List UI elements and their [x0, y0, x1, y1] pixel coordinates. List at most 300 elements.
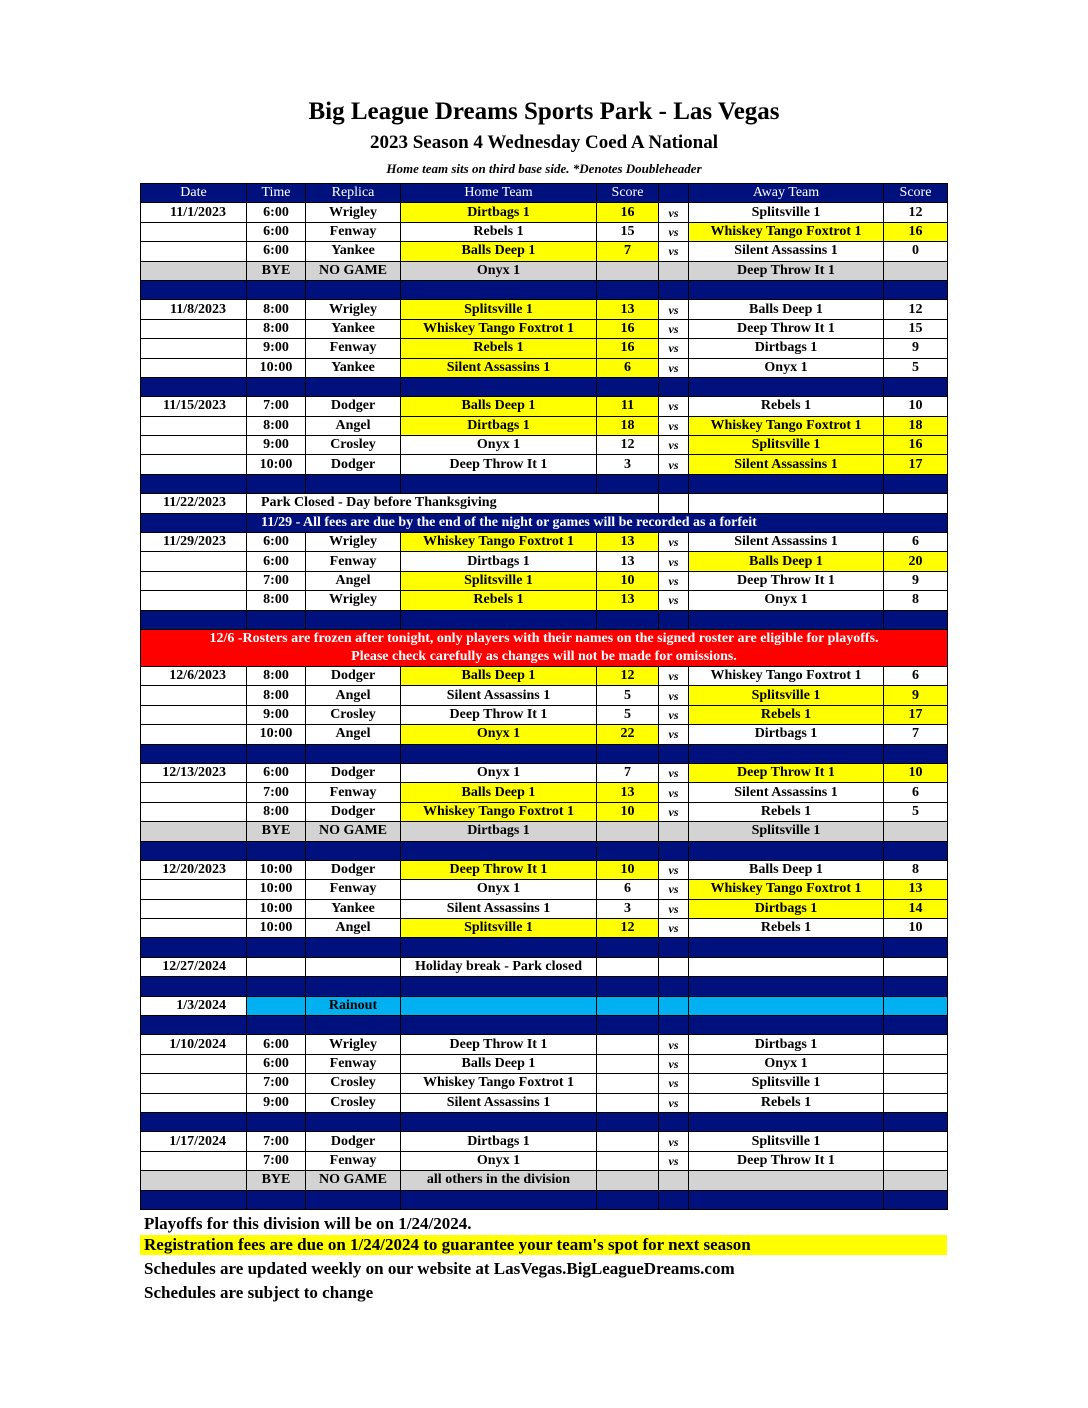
home-score-cell: 13 [597, 591, 659, 610]
home-score-cell: 18 [597, 416, 659, 435]
home-team-cell: Rebels 1 [401, 339, 597, 358]
away-team-cell: Rebels 1 [689, 919, 884, 938]
time-cell: BYE [247, 261, 306, 280]
empty-cell [597, 957, 659, 976]
time-cell: 9:00 [247, 436, 306, 455]
date-cell [141, 880, 247, 899]
time-cell [247, 957, 306, 976]
date-cell: 11/15/2023 [141, 397, 247, 416]
game-row [141, 802, 948, 821]
separator-cell [401, 1190, 597, 1209]
game-row [141, 705, 948, 724]
home-team-cell: Whiskey Tango Foxtrot 1 [401, 319, 597, 338]
home-score-cell [597, 1151, 659, 1170]
home-score-cell [597, 1132, 659, 1151]
away-team-cell: Onyx 1 [689, 1054, 884, 1073]
vs-cell: vs [659, 860, 689, 879]
time-cell: BYE [247, 822, 306, 841]
home-score-cell: 7 [597, 242, 659, 261]
separator-cell [401, 744, 597, 763]
home-team-cell: Dirtbags 1 [401, 1132, 597, 1151]
separator-row [141, 377, 948, 396]
replica-cell: Dodger [306, 397, 401, 416]
vs-cell: vs [659, 397, 689, 416]
date-cell [141, 455, 247, 474]
vs-cell: vs [659, 571, 689, 590]
separator-cell [689, 1190, 884, 1209]
date-cell [141, 1171, 247, 1190]
home-team-cell: Whiskey Tango Foxtrot 1 [401, 802, 597, 821]
separator-cell [689, 841, 884, 860]
home-score-cell [597, 1054, 659, 1073]
separator-cell [659, 280, 689, 299]
home-score-cell: 16 [597, 339, 659, 358]
empty-cell [884, 494, 948, 513]
separator-row [141, 841, 948, 860]
home-team-cell: Silent Assassins 1 [401, 686, 597, 705]
away-score-cell: 20 [884, 552, 948, 571]
home-team-cell: Balls Deep 1 [401, 666, 597, 685]
replica-cell: Fenway [306, 1151, 401, 1170]
time-cell: 8:00 [247, 666, 306, 685]
away-score-cell: 10 [884, 397, 948, 416]
col-vs-header [659, 184, 689, 203]
date-cell [141, 339, 247, 358]
vs-cell: vs [659, 358, 689, 377]
notice-spacer [141, 513, 247, 532]
vs-cell: vs [659, 686, 689, 705]
game-row [141, 763, 948, 782]
vs-cell: vs [659, 880, 689, 899]
date-cell: 12/13/2023 [141, 763, 247, 782]
away-score-cell: 12 [884, 300, 948, 319]
home-team-cell: Silent Assassins 1 [401, 358, 597, 377]
game-row [141, 416, 948, 435]
replica-cell: NO GAME [306, 822, 401, 841]
home-team-cell: Onyx 1 [401, 436, 597, 455]
away-score-cell: 16 [884, 222, 948, 241]
time-cell: 6:00 [247, 1035, 306, 1054]
separator-cell [141, 1112, 247, 1131]
game-row [141, 455, 948, 474]
vs-cell: vs [659, 222, 689, 241]
home-score-cell [597, 1171, 659, 1190]
separator-row [141, 474, 948, 493]
replica-cell: Fenway [306, 222, 401, 241]
separator-row [141, 744, 948, 763]
replica-cell: Angel [306, 571, 401, 590]
separator-row [141, 1112, 948, 1131]
separator-cell [247, 474, 306, 493]
date-cell: 1/17/2024 [141, 1132, 247, 1151]
separator-cell [401, 841, 597, 860]
roster-alert-line-1: 12/6 -Rosters are frozen after tonight, only players with their names on the signed roster are eligible for playoffs. [209, 630, 879, 646]
game-row [141, 358, 948, 377]
replica-cell: Wrigley [306, 591, 401, 610]
away-score-cell: 5 [884, 802, 948, 821]
replica-cell: NO GAME [306, 1171, 401, 1190]
away-score-cell: 17 [884, 705, 948, 724]
away-score-cell: 6 [884, 666, 948, 685]
time-cell: 7:00 [247, 1132, 306, 1151]
rainout-cell [659, 996, 689, 1015]
time-cell: 8:00 [247, 591, 306, 610]
game-row [141, 203, 948, 222]
date-cell [141, 1093, 247, 1112]
separator-cell [884, 377, 948, 396]
date-cell [141, 725, 247, 744]
separator-cell [884, 1190, 948, 1209]
roster-alert [141, 629, 948, 666]
date-cell [141, 242, 247, 261]
vs-cell: vs [659, 725, 689, 744]
table-header-row [141, 184, 948, 203]
away-score-cell: 8 [884, 860, 948, 879]
vs-cell: vs [659, 802, 689, 821]
replica-cell: Angel [306, 416, 401, 435]
separator-cell [689, 1016, 884, 1035]
game-row [141, 222, 948, 241]
rainout-row [141, 996, 948, 1015]
replica-cell: Crosley [306, 436, 401, 455]
away-team-cell: Deep Throw It 1 [689, 1151, 884, 1170]
date-cell: 12/27/2024 [141, 957, 247, 976]
home-score-cell: 13 [597, 533, 659, 552]
vs-cell: vs [659, 783, 689, 802]
time-cell: 8:00 [247, 300, 306, 319]
away-score-cell: 5 [884, 358, 948, 377]
away-score-cell: 10 [884, 763, 948, 782]
away-team-cell: Balls Deep 1 [689, 552, 884, 571]
game-row [141, 1074, 948, 1093]
away-score-cell [884, 1093, 948, 1112]
replica-cell: Wrigley [306, 533, 401, 552]
home-score-cell [597, 1035, 659, 1054]
away-team-cell: Silent Assassins 1 [689, 242, 884, 261]
home-team-cell: Splitsville 1 [401, 571, 597, 590]
rainout-cell [884, 996, 948, 1015]
home-score-cell: 5 [597, 686, 659, 705]
date-cell: 12/6/2023 [141, 666, 247, 685]
separator-cell [884, 977, 948, 996]
schedule-table [140, 183, 948, 1210]
vs-cell [659, 1171, 689, 1190]
home-team-cell: Silent Assassins 1 [401, 1093, 597, 1112]
time-cell: 6:00 [247, 763, 306, 782]
separator-cell [689, 938, 884, 957]
away-team-cell: Splitsville 1 [689, 203, 884, 222]
separator-cell [884, 280, 948, 299]
separator-cell [689, 744, 884, 763]
empty-cell [659, 494, 689, 513]
separator-cell [141, 610, 247, 629]
separator-cell [306, 377, 401, 396]
separator-cell [306, 610, 401, 629]
away-score-cell [884, 1074, 948, 1093]
separator-cell [659, 474, 689, 493]
home-team-cell: Deep Throw It 1 [401, 860, 597, 879]
separator-cell [401, 1016, 597, 1035]
home-team-cell: Balls Deep 1 [401, 242, 597, 261]
date-cell: 11/29/2023 [141, 533, 247, 552]
separator-cell [659, 938, 689, 957]
vs-cell: vs [659, 919, 689, 938]
rainout-label: Rainout [306, 996, 401, 1015]
game-row [141, 919, 948, 938]
separator-cell [659, 977, 689, 996]
separator-cell [597, 1112, 659, 1131]
separator-cell [884, 1112, 948, 1131]
separator-row [141, 1016, 948, 1035]
separator-cell [141, 280, 247, 299]
away-score-cell: 6 [884, 783, 948, 802]
replica-cell: Dodger [306, 666, 401, 685]
time-cell: 10:00 [247, 880, 306, 899]
registration-note: Registration fees are due on 1/24/2024 to guarantee your team's spot for next season [140, 1235, 947, 1255]
date-cell [141, 222, 247, 241]
home-score-cell [597, 261, 659, 280]
away-team-cell: Onyx 1 [689, 591, 884, 610]
away-team-cell: Dirtbags 1 [689, 339, 884, 358]
game-row [141, 860, 948, 879]
vs-cell: vs [659, 591, 689, 610]
vs-cell: vs [659, 899, 689, 918]
separator-cell [306, 1190, 401, 1209]
home-score-cell: 16 [597, 203, 659, 222]
replica-cell: NO GAME [306, 261, 401, 280]
home-team-cell: Splitsville 1 [401, 919, 597, 938]
game-row [141, 571, 948, 590]
replica-cell: Crosley [306, 1074, 401, 1093]
separator-cell [306, 474, 401, 493]
separator-cell [597, 977, 659, 996]
away-team-cell: Dirtbags 1 [689, 725, 884, 744]
vs-cell: vs [659, 533, 689, 552]
separator-cell [659, 1016, 689, 1035]
home-score-cell: 13 [597, 783, 659, 802]
empty-cell [659, 957, 689, 976]
time-cell: 6:00 [247, 222, 306, 241]
vs-cell: vs [659, 1151, 689, 1170]
bye-row [141, 261, 948, 280]
away-team-cell: Onyx 1 [689, 358, 884, 377]
separator-cell [689, 977, 884, 996]
separator-cell [141, 1190, 247, 1209]
replica-cell: Yankee [306, 242, 401, 261]
separator-row [141, 610, 948, 629]
separator-cell [306, 841, 401, 860]
home-team-cell: Deep Throw It 1 [401, 455, 597, 474]
replica-cell: Dodger [306, 802, 401, 821]
vs-cell: vs [659, 436, 689, 455]
separator-cell [306, 1016, 401, 1035]
closed-note: Park Closed - Day before Thanksgiving [247, 494, 659, 513]
col-away-team-header: Away Team [689, 184, 884, 203]
playoffs-note: Playoffs for this division will be on 1/24/2024. [144, 1214, 472, 1233]
time-cell: 9:00 [247, 339, 306, 358]
replica-cell: Fenway [306, 783, 401, 802]
vs-cell: vs [659, 1074, 689, 1093]
separator-cell [401, 280, 597, 299]
home-team-cell: Dirtbags 1 [401, 416, 597, 435]
separator-cell [247, 610, 306, 629]
separator-cell [247, 977, 306, 996]
time-cell: 8:00 [247, 319, 306, 338]
home-score-cell: 6 [597, 358, 659, 377]
home-score-cell: 6 [597, 880, 659, 899]
rainout-cell [247, 996, 306, 1015]
date-cell [141, 1074, 247, 1093]
separator-cell [659, 610, 689, 629]
replica-cell [306, 957, 401, 976]
replica-cell: Dodger [306, 455, 401, 474]
vs-cell: vs [659, 1132, 689, 1151]
replica-cell: Yankee [306, 358, 401, 377]
away-score-cell: 10 [884, 919, 948, 938]
game-row [141, 725, 948, 744]
away-score-cell [884, 1171, 948, 1190]
time-cell: 10:00 [247, 860, 306, 879]
home-score-cell: 12 [597, 666, 659, 685]
time-cell: 7:00 [247, 1074, 306, 1093]
home-score-cell: 15 [597, 222, 659, 241]
away-team-cell: Deep Throw It 1 [689, 571, 884, 590]
empty-cell [689, 957, 884, 976]
vs-cell: vs [659, 666, 689, 685]
date-cell [141, 1054, 247, 1073]
away-team-cell: Rebels 1 [689, 705, 884, 724]
game-row [141, 591, 948, 610]
replica-cell: Fenway [306, 880, 401, 899]
away-team-cell: Splitsville 1 [689, 1074, 884, 1093]
separator-cell [306, 977, 401, 996]
game-row [141, 783, 948, 802]
empty-cell [689, 494, 884, 513]
game-row [141, 1035, 948, 1054]
game-row [141, 552, 948, 571]
date-cell [141, 919, 247, 938]
game-row [141, 880, 948, 899]
replica-cell: Fenway [306, 552, 401, 571]
home-score-cell: 16 [597, 319, 659, 338]
game-row [141, 1151, 948, 1170]
replica-cell: Yankee [306, 319, 401, 338]
home-team-cell: Onyx 1 [401, 1151, 597, 1170]
time-cell: 7:00 [247, 1151, 306, 1170]
home-score-cell: 3 [597, 899, 659, 918]
separator-cell [141, 377, 247, 396]
home-score-cell [597, 822, 659, 841]
home-score-cell: 10 [597, 571, 659, 590]
separator-cell [884, 841, 948, 860]
time-cell: 6:00 [247, 1054, 306, 1073]
fees-notice: 11/29 - All fees are due by the end of the night or games will be recorded as a forfeit [247, 513, 948, 532]
game-row [141, 1132, 948, 1151]
away-team-cell: Deep Throw It 1 [689, 319, 884, 338]
vs-cell: vs [659, 416, 689, 435]
away-score-cell [884, 1132, 948, 1151]
time-cell: 10:00 [247, 358, 306, 377]
separator-cell [247, 1190, 306, 1209]
rainout-cell [401, 996, 597, 1015]
time-cell: 7:00 [247, 783, 306, 802]
date-cell [141, 822, 247, 841]
time-cell: 6:00 [247, 203, 306, 222]
bye-row [141, 822, 948, 841]
time-cell: BYE [247, 1171, 306, 1190]
time-cell: 6:00 [247, 533, 306, 552]
separator-cell [401, 377, 597, 396]
separator-cell [597, 744, 659, 763]
away-team-cell: Silent Assassins 1 [689, 783, 884, 802]
away-team-cell: Balls Deep 1 [689, 860, 884, 879]
separator-row [141, 1190, 948, 1209]
separator-cell [141, 977, 247, 996]
replica-cell: Yankee [306, 899, 401, 918]
game-row [141, 686, 948, 705]
home-team-cell: Deep Throw It 1 [401, 705, 597, 724]
away-score-cell: 9 [884, 339, 948, 358]
away-score-cell: 15 [884, 319, 948, 338]
home-team-cell: Dirtbags 1 [401, 822, 597, 841]
game-row [141, 436, 948, 455]
separator-cell [597, 377, 659, 396]
date-cell [141, 591, 247, 610]
home-team-cell: Rebels 1 [401, 591, 597, 610]
subject-to-change-note: Schedules are subject to change [144, 1283, 374, 1302]
separator-cell [247, 1016, 306, 1035]
game-row [141, 899, 948, 918]
home-team-cell: Onyx 1 [401, 763, 597, 782]
vs-cell: vs [659, 300, 689, 319]
away-score-cell: 8 [884, 591, 948, 610]
away-score-cell [884, 1054, 948, 1073]
time-cell: 7:00 [247, 571, 306, 590]
vs-cell: vs [659, 1093, 689, 1112]
away-team-cell: Rebels 1 [689, 397, 884, 416]
separator-cell [247, 1112, 306, 1131]
away-score-cell: 12 [884, 203, 948, 222]
home-team-cell: Silent Assassins 1 [401, 899, 597, 918]
replica-cell: Angel [306, 686, 401, 705]
separator-cell [884, 744, 948, 763]
away-score-cell: 16 [884, 436, 948, 455]
time-cell: 10:00 [247, 899, 306, 918]
time-cell: 10:00 [247, 919, 306, 938]
separator-cell [401, 938, 597, 957]
home-score-cell [597, 1093, 659, 1112]
home-team-cell: Balls Deep 1 [401, 783, 597, 802]
separator-cell [401, 610, 597, 629]
date-cell [141, 571, 247, 590]
separator-cell [597, 938, 659, 957]
game-row [141, 666, 948, 685]
separator-cell [597, 841, 659, 860]
home-team-cell: Whiskey Tango Foxtrot 1 [401, 1074, 597, 1093]
replica-cell: Crosley [306, 1093, 401, 1112]
away-score-cell [884, 1035, 948, 1054]
time-cell: 8:00 [247, 802, 306, 821]
home-team-cell: Dirtbags 1 [401, 552, 597, 571]
time-cell: 9:00 [247, 1093, 306, 1112]
away-team-cell: Splitsville 1 [689, 686, 884, 705]
away-team-cell: Balls Deep 1 [689, 300, 884, 319]
home-team-cell: Balls Deep 1 [401, 1054, 597, 1073]
separator-row [141, 977, 948, 996]
home-team-cell: Whiskey Tango Foxtrot 1 [401, 533, 597, 552]
fees-notice-row [141, 513, 948, 532]
game-row [141, 1054, 948, 1073]
